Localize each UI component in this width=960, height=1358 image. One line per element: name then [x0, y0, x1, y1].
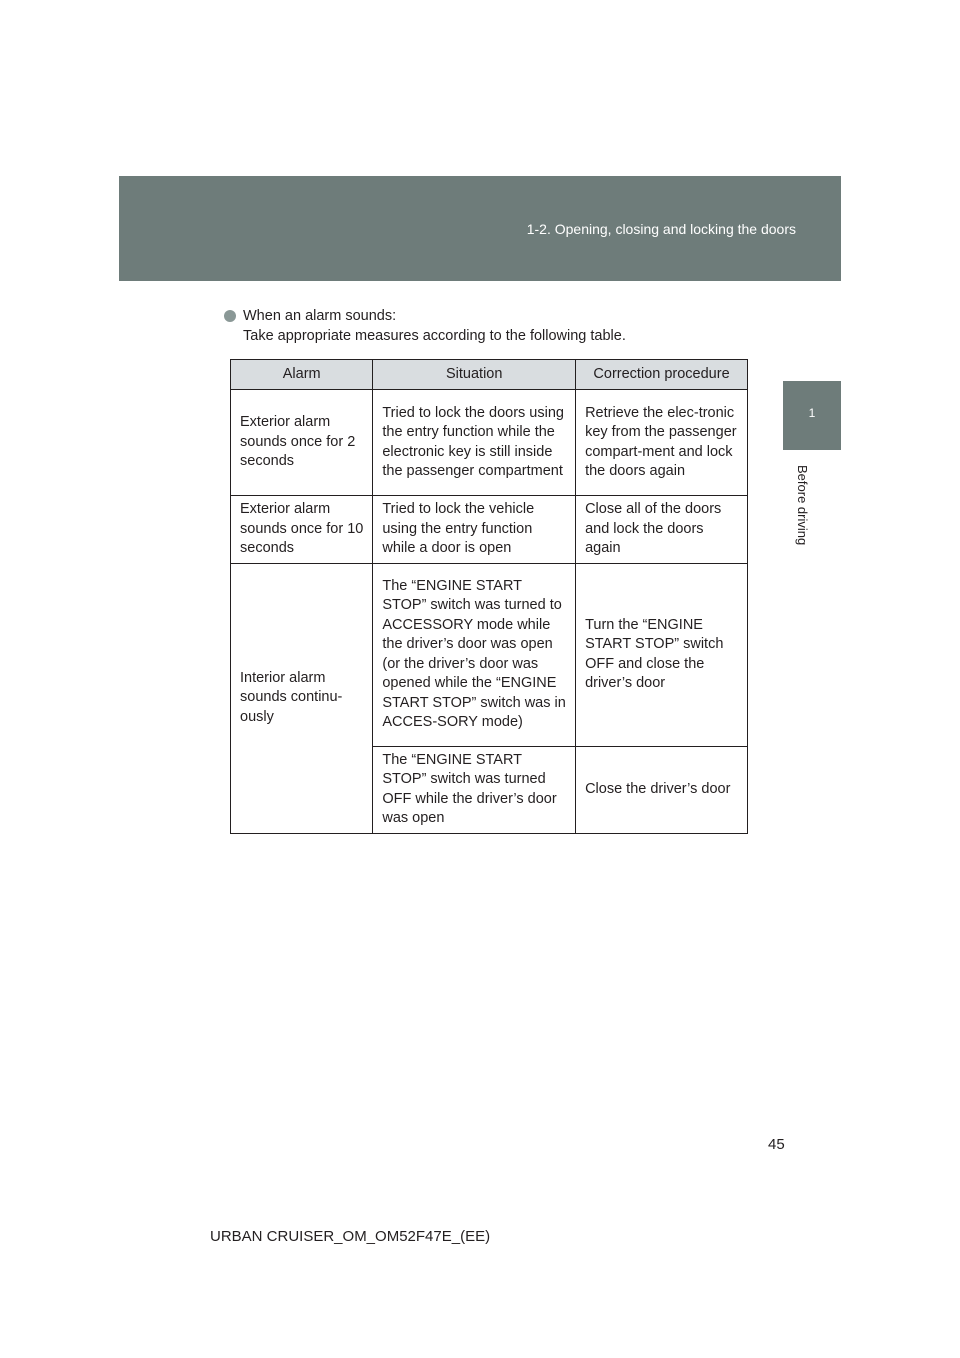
chapter-number: 1	[808, 406, 816, 420]
correction-cell: Turn the “ENGINE START STOP” switch OFF and close the driver’s door	[576, 563, 748, 746]
correction-cell: Close the driver’s door	[576, 746, 748, 833]
bullet-icon	[224, 310, 236, 322]
situation-cell: Tried to lock the doors using the entry function while the electronic key is still inside the passenger compartment	[373, 390, 576, 496]
alarm-cell: Exterior alarm sounds once for 2 seconds	[231, 390, 373, 496]
situation-cell: Tried to lock the vehicle using the entry function while a door is open	[373, 496, 576, 564]
chapter-label: Before driving	[795, 465, 810, 546]
section-title: 1-2. Opening, closing and locking the doors	[526, 221, 796, 237]
alarm-cell: Exterior alarm sounds once for 10 seconds	[231, 496, 373, 564]
correction-cell: Close all of the doors and lock the doors again	[576, 496, 748, 564]
intro-text	[224, 306, 764, 346]
situation-cell: The “ENGINE START STOP” switch was turned to ACCESSORY mode while the driver’s door was open (or the driver’s door was opened while the “ENGINE START STOP” switch was in ACCES-SORY mode)	[373, 563, 576, 746]
page-number: 45	[768, 1136, 785, 1153]
correction-cell: Retrieve the elec-tronic key from the passenger compart-ment and lock the doors again	[576, 390, 748, 496]
situation-cell: The “ENGINE START STOP” switch was turned OFF while the driver’s door was open	[373, 746, 576, 833]
footer-doc-code: URBAN CRUISER_OM_OM52F47E_(EE)	[210, 1228, 491, 1245]
table-row	[231, 563, 748, 746]
column-header-situation: Situation	[373, 360, 576, 390]
chapter-tab	[783, 381, 841, 450]
header-band	[119, 176, 841, 281]
table-header-row	[231, 360, 748, 390]
alarm-cell: Interior alarm sounds continu-ously	[231, 563, 373, 833]
column-header-alarm: Alarm	[231, 360, 373, 390]
intro-line-2: Take appropriate measures according to the following table.	[243, 328, 626, 344]
table-row	[231, 496, 748, 564]
intro-line-1: When an alarm sounds:	[243, 308, 397, 324]
column-header-correction: Correction procedure	[576, 360, 748, 390]
alarm-table	[230, 359, 748, 834]
table-row	[231, 390, 748, 496]
